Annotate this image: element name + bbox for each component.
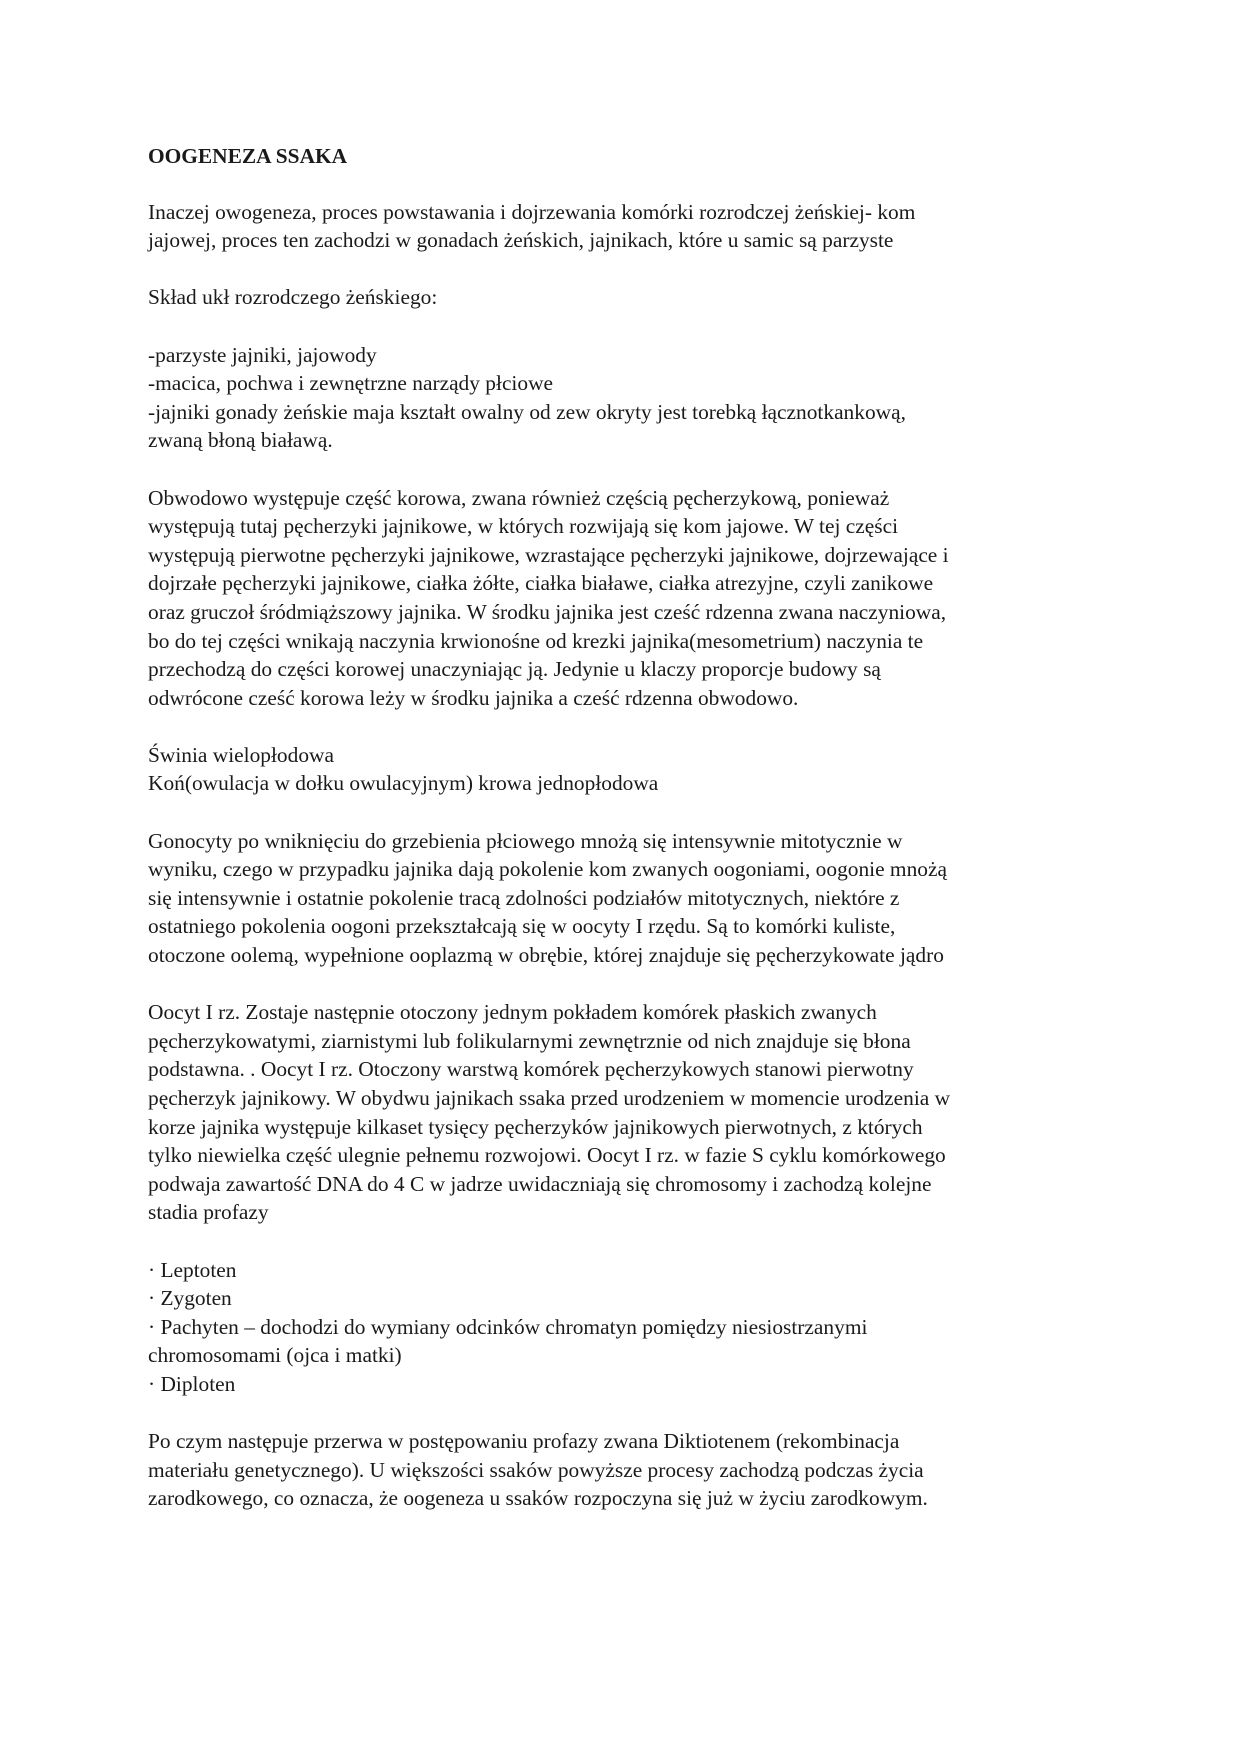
- text-line: bo do tej części wnikają naczynia krwionośne od krezki jajnika(mesometrium) naczynia te: [148, 628, 924, 653]
- paragraph: [148, 998, 1108, 1227]
- text-line: pęcherzykowatymi, ziarnistymi lub folikularnymi zewnętrznie od nich znajduje się błona: [148, 1028, 911, 1053]
- text-line: Obwodowo występuje część korowa, zwana również częścią pęcherzykową, ponieważ: [148, 485, 890, 510]
- text-line: Skład ukł rozrodczego żeńskiego:: [148, 285, 438, 310]
- document-page: [148, 142, 1108, 1542]
- text-line: Gonocyty po wniknięciu do grzebienia płciowego mnożą się intensywnie mitotycznie w: [148, 828, 903, 853]
- text-line: występują tutaj pęcherzyki jajnikowe, w których rozwijają się kom jajowe. W tej części: [148, 514, 899, 539]
- paragraph: [148, 827, 1108, 970]
- text-line: materiału genetycznego). U większości ssaków powyższe procesy zachodzą podczas życia: [148, 1457, 924, 1482]
- text-line: ostatniego pokolenia oogoni przekształcają się w oocyty I rzędu. Są to komórki kuliste,: [148, 914, 896, 939]
- text-line: się intensywnie i ostatnie pokolenie tracą zdolności podziałów mitotycznych, niektóre z: [148, 885, 900, 910]
- text-line: Inaczej owogeneza, proces powstawania i dojrzewania komórki rozrodczej żeńskiej- kom: [148, 199, 916, 224]
- text-line: Po czym następuje przerwa w postępowaniu profazy zwana Diktiotenem (rekombinacja: [148, 1429, 900, 1454]
- text-line: Oocyt I rz. Zostaje następnie otoczony jednym pokładem komórek płaskich zwanych: [148, 1000, 877, 1025]
- text-line: -macica, pochwa i zewnętrzne narządy płciowe: [148, 371, 554, 396]
- paragraph: [148, 741, 1108, 798]
- text-line: przechodzą do części korowej unaczyniając ją. Jedynie u klaczy proporcje budowy są: [148, 657, 881, 682]
- text-line: występują pierwotne pęcherzyki jajnikowe, wzrastające pęcherzyki jajnikowe, dojrzewające i: [148, 542, 949, 567]
- text-line: -parzyste jajniki, jajowody: [148, 342, 377, 367]
- text-line: podwaja zawartość DNA do 4 C w jadrze uwidaczniają się chromosomy i zachodzą kolejne: [148, 1171, 932, 1196]
- paragraph: [148, 198, 1108, 255]
- paragraph: [148, 1427, 1108, 1513]
- paragraph: [148, 341, 1108, 455]
- text-line: zarodkowego, co oznacza, że oogeneza u ssaków rozpoczyna się już w życiu zarodkowym.: [148, 1486, 928, 1511]
- text-line: stadia profazy: [148, 1200, 269, 1225]
- text-line: · Zygoten: [148, 1286, 232, 1311]
- text-line: odwrócone cześć korowa leży w środku jajnika a cześć rdzenna obwodowo.: [148, 685, 799, 710]
- text-line: -jajniki gonady żeńskie maja kształt owalny od zew okryty jest torebką łącznotkankową,: [148, 399, 906, 424]
- text-line: · Diploten: [148, 1371, 236, 1396]
- document-title: OOGENEZA SSAKA: [148, 144, 348, 168]
- text-line: jajowej, proces ten zachodzi w gonadach żeńskich, jajnikach, które u samic są parzyste: [148, 228, 894, 253]
- document-body: [148, 198, 1108, 1513]
- text-line: · Leptoten: [148, 1257, 237, 1282]
- paragraph: [148, 283, 1108, 312]
- text-line: pęcherzyk jajnikowy. W obydwu jajnikach ssaka przed urodzeniem w momencie urodzenia w: [148, 1086, 951, 1110]
- text-line: oraz gruczoł śródmiąższowy jajnika. W środku jajnika jest cześć rdzenna zwana naczyniowa,: [148, 599, 947, 624]
- text-line: tylko niewielka część ulegnie pełnemu rozwojowi. Oocyt I rz. w fazie S cyklu komórkowego: [148, 1143, 946, 1168]
- paragraph: [148, 1256, 1108, 1399]
- text-line: chromosomami (ojca i matki): [148, 1343, 402, 1368]
- text-line: dojrzałe pęcherzyki jajnikowe, ciałka żółte, ciałka białawe, ciałka atrezyjne, czyli zanikowe: [148, 571, 934, 596]
- paragraph: [148, 484, 1108, 713]
- text-line: otoczone oolemą, wypełnione ooplazmą w obrębie, której znajduje się pęcherzykowate jądro: [148, 943, 944, 968]
- text-line: wyniku, czego w przypadku jajnika dają pokolenie kom zwanych oogoniami, oogonie mnożą: [148, 857, 947, 882]
- text-line: zwaną błoną białawą.: [148, 428, 333, 453]
- text-line: korze jajnika występuje kilkaset tysięcy pęcherzyków jajnikowych pierwotnych, z których: [148, 1114, 923, 1139]
- text-line: · Pachyten – dochodzi do wymiany odcinków chromatyn pomiędzy niesiostrzanymi: [148, 1314, 868, 1339]
- text-line: podstawna. . Oocyt I rz. Otoczony warstwą komórek pęcherzykowych stanowi pierwotny: [148, 1057, 914, 1082]
- text-line: Koń(owulacja w dołku owulacyjnym) krowa jednopłodowa: [148, 771, 659, 796]
- text-line: Świnia wielopłodowa: [148, 742, 334, 767]
